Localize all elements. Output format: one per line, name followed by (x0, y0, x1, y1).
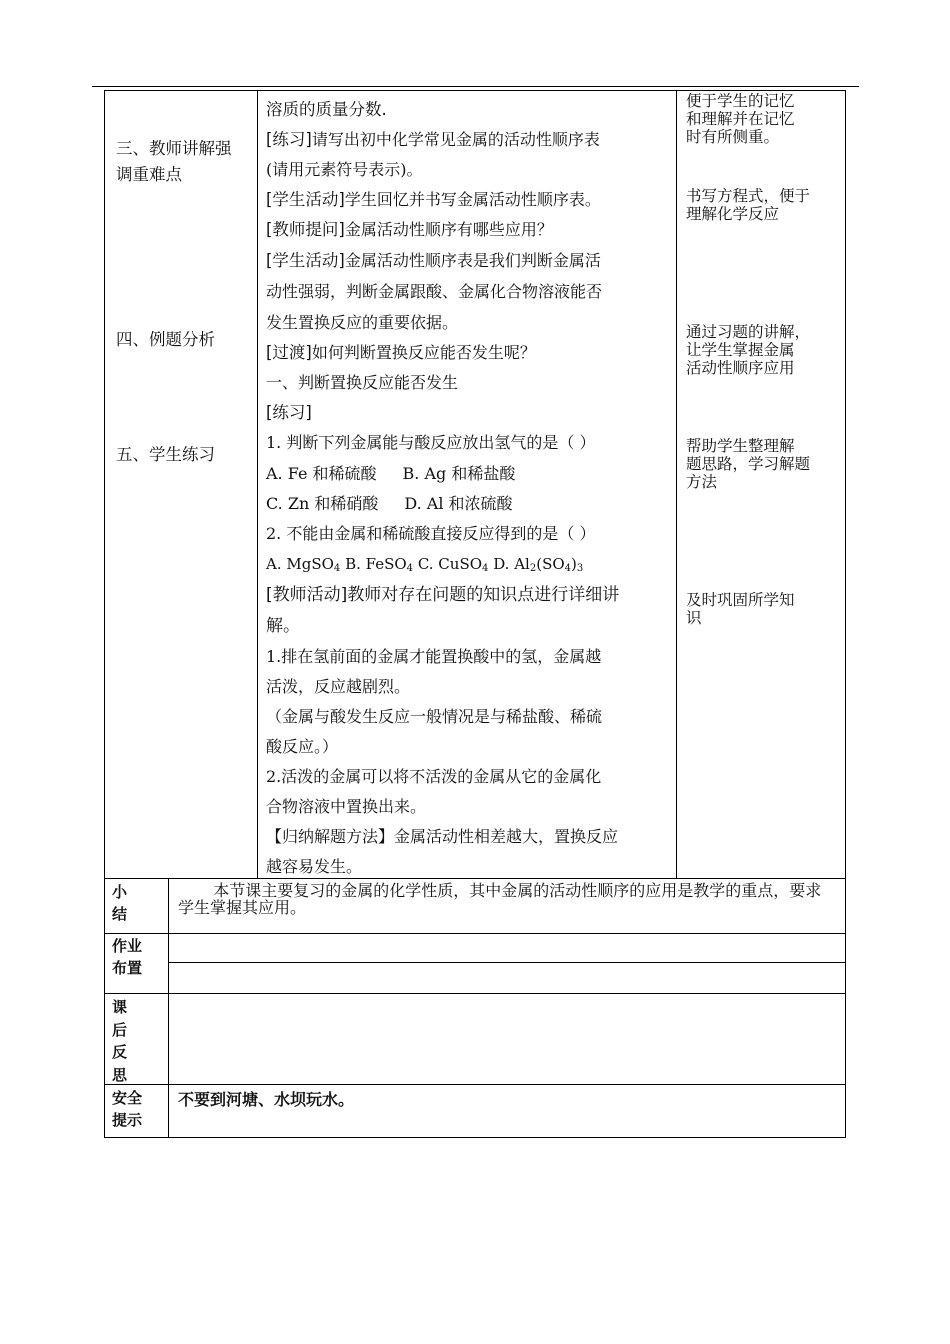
content-line (266, 584, 619, 606)
content-line (266, 159, 423, 181)
question-text: 2. 不能由金属和稀硫酸直接反应得到的是（ ） (266, 524, 596, 543)
activity-tag: [过渡] (266, 343, 312, 362)
content-text: 发生置换反应的重要依据。 (266, 313, 459, 332)
design-note (686, 437, 836, 491)
content-line (266, 766, 601, 788)
content-line (266, 250, 601, 272)
label-line: 反 (112, 1043, 128, 1061)
note-line: 及时巩固所学知 (686, 591, 795, 609)
label-line: 布置 (112, 959, 143, 977)
content-line (266, 402, 312, 424)
label-line: 提示 (112, 1111, 143, 1129)
note-line: 通过习题的讲解， (686, 323, 811, 341)
content-text: 溶质的质量分数. (266, 100, 387, 119)
note-line: 理解化学反应 (686, 205, 780, 223)
note-line: 题思路，学习解题 (686, 455, 811, 473)
label-line: 课 (112, 998, 128, 1016)
content-line (266, 736, 338, 758)
content-line (266, 676, 410, 698)
note-line: 书写方程式，便于 (686, 187, 811, 205)
activity-tag: [练习] (266, 403, 312, 422)
stage-label (116, 136, 232, 188)
column-divider (257, 90, 258, 878)
content-text: （金属与酸发生反应一般情况是与稀盐酸、稀硫 (266, 707, 603, 726)
summary-label (112, 881, 152, 925)
column-divider (168, 878, 169, 1138)
content-text: 金属活动性顺序表是我们判断金属活 (344, 251, 601, 270)
row-divider (104, 993, 846, 994)
subscript: 4 (333, 563, 341, 574)
option-d: D. Al (493, 555, 530, 573)
content-text: 1.排在氢前面的金属才能置换酸中的氢，金属越 (266, 647, 602, 666)
stage-label-line: 四、例题分析 (116, 330, 215, 349)
content-text: 如何判断置换反应能否发生呢？ (311, 343, 536, 362)
question-1-options (266, 463, 515, 485)
content-line (266, 129, 600, 151)
stage-label (116, 327, 215, 353)
option-b: B. FeSO (345, 555, 407, 573)
content-text: 2.活泼的金属可以将不活泼的金属从它的金属化 (266, 767, 602, 786)
design-note (686, 92, 836, 146)
content-text: 学生回忆并书写金属活动性顺序表。 (344, 190, 601, 209)
option-d-part: (SO (536, 555, 565, 573)
question-2 (266, 523, 595, 545)
option-d-part: ) (571, 555, 577, 573)
content-text: 动性强弱，判断金属跟酸、金属化合物溶液能否 (266, 282, 603, 301)
content-line (266, 646, 601, 668)
option-c: C. Zn 和稀硝酸 (266, 494, 379, 513)
label-line: 后 (112, 1020, 128, 1039)
label-line: 思 (112, 1065, 128, 1084)
safety-text: 不要到河塘、水坝玩水。 (178, 1090, 355, 1109)
row-divider (104, 933, 846, 934)
content-text: 【归纳解题方法】金属活动性相差越大，置换反应 (266, 827, 619, 846)
content-line (266, 189, 601, 211)
activity-tag: [学生活动] (266, 190, 345, 209)
label-line: 小 (112, 883, 128, 901)
note-line: 识 (686, 609, 702, 627)
option-d: D. Al 和浓硫酸 (404, 494, 513, 513)
content-text: (请用元素符号表示)。 (266, 160, 423, 179)
activity-tag: [教师活动] (266, 585, 348, 605)
content-text: 教师对存在问题的知识点进行详细讲 (347, 585, 620, 605)
design-note (686, 591, 836, 627)
summary-text: 本节课主要复习的金属的化学性质，其中金属的活动性顺序的应用是教学的重点，要求学生掌握其应用。 (178, 881, 822, 917)
content-line (266, 99, 387, 121)
content-line (266, 312, 458, 334)
option-c: C. CuSO (417, 555, 483, 573)
content-text: 酸反应。） (266, 737, 339, 756)
homework-label (112, 935, 152, 979)
row-divider (168, 962, 846, 963)
note-line: 便于学生的记忆 (686, 92, 795, 110)
note-line: 方法 (686, 473, 718, 491)
section-heading: 一、判断置换反应能否发生 (266, 373, 459, 392)
label-line: 安全 (112, 1089, 143, 1107)
stage-label (116, 442, 215, 468)
column-divider (676, 90, 677, 878)
content-line (266, 281, 602, 303)
subscript: 4 (482, 563, 489, 574)
row-divider (104, 1084, 846, 1085)
question-text: 1. 判断下列金属能与酸反应放出氢气的是（ ） (266, 433, 596, 452)
safety-label (112, 1087, 152, 1131)
note-line: 活动性顺序应用 (686, 359, 795, 377)
design-note (686, 323, 836, 377)
stage-label-line: 五、学生练习 (116, 445, 215, 464)
content-text: 合物溶液中置换出来。 (266, 797, 427, 816)
option-b: B. Ag 和稀盐酸 (402, 464, 516, 483)
content-line (266, 219, 553, 241)
reflection-label (112, 996, 152, 1086)
subscript: 4 (564, 563, 572, 574)
question-2-options (266, 553, 583, 580)
content-line (266, 856, 362, 878)
stage-label-line: 三、教师讲解强 (116, 139, 232, 158)
content-text: 请写出初中化学常见金属的活动性顺序表 (311, 130, 600, 149)
content-line (266, 342, 536, 364)
label-line: 作业 (112, 937, 143, 955)
content-line (266, 706, 602, 728)
question-1-options (266, 493, 513, 515)
content-line (266, 372, 458, 394)
subscript: 2 (529, 563, 537, 574)
stage-label-line: 调重难点 (116, 165, 182, 184)
question-1 (266, 432, 595, 454)
note-line: 和理解并在记忆 (686, 110, 795, 128)
label-line: 结 (112, 905, 128, 923)
content-line (266, 615, 300, 637)
content-line (266, 826, 618, 848)
content-text: 金属活动性顺序有哪些应用？ (344, 220, 553, 239)
note-line: 时有所侧重。 (686, 128, 780, 146)
option-a: A. MgSO (266, 555, 334, 573)
content-text: 越容易发生。 (266, 857, 363, 876)
activity-tag: [学生活动] (266, 251, 345, 270)
content-text: 解。 (266, 616, 300, 636)
note-line: 让学生掌握金属 (686, 341, 795, 359)
activity-tag: [教师提问] (266, 220, 345, 239)
subscript: 4 (406, 563, 414, 574)
option-a: A. Fe 和稀硫酸 (266, 464, 377, 483)
header-rule (92, 86, 859, 87)
content-line (266, 796, 426, 818)
activity-tag: [练习] (266, 130, 312, 149)
row-divider (104, 878, 846, 879)
content-text: 活泼，反应越剧烈。 (266, 677, 411, 696)
note-line: 帮助学生整理解 (686, 437, 795, 455)
subscript: 3 (576, 563, 584, 574)
design-note (686, 187, 836, 223)
